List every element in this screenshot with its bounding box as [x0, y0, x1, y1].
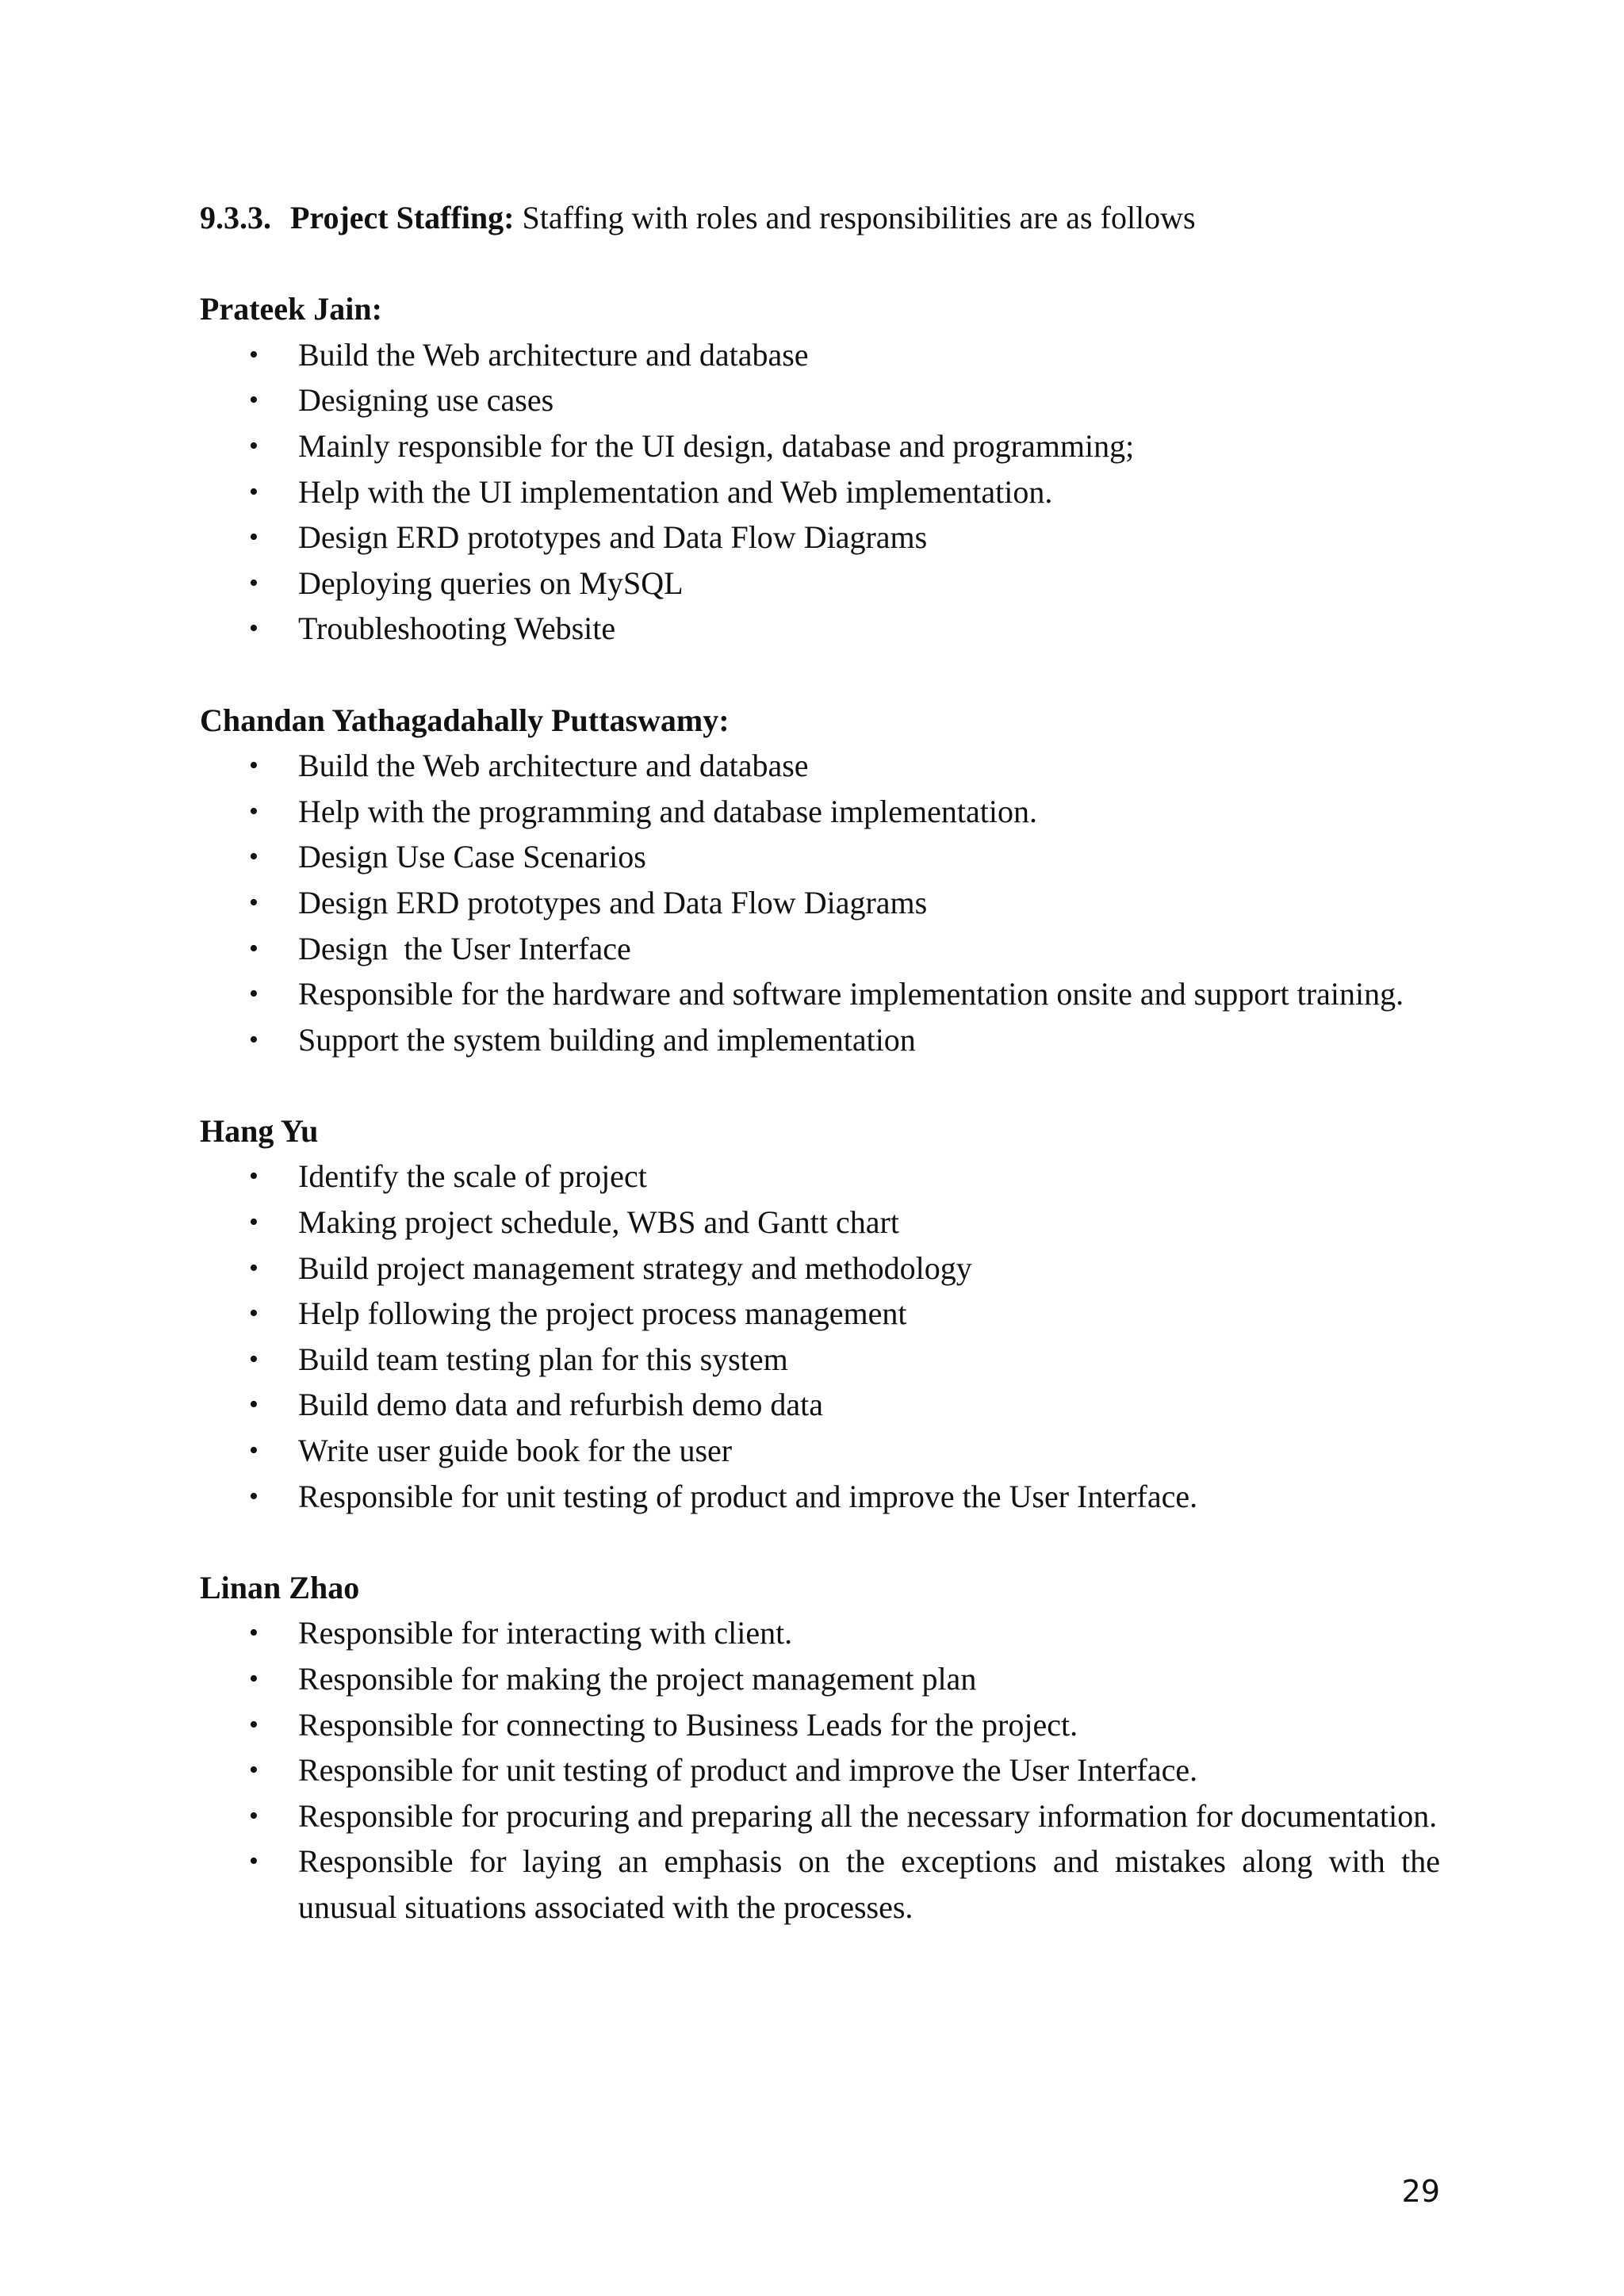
responsibility-list [200, 1154, 1440, 1519]
page-number: 29 [1401, 2174, 1440, 2209]
bullet-icon: • [249, 796, 259, 826]
list-item [200, 469, 1440, 515]
list-item [200, 1017, 1440, 1063]
list-item-text: Build project management strategy and methodology [298, 1249, 972, 1286]
list-item [200, 1702, 1440, 1748]
responsibility-list [200, 1610, 1440, 1930]
list-item [200, 1154, 1440, 1200]
bullet-icon: • [249, 1024, 259, 1054]
list-item [200, 1200, 1440, 1246]
bullet-icon: • [249, 933, 259, 963]
person-name: Chandan Yathagadahally Puttaswamy: [200, 702, 730, 738]
list-item [200, 1246, 1440, 1292]
list-item-text: Build the Web architecture and database [298, 336, 809, 373]
list-item [200, 1610, 1440, 1656]
list-item [200, 743, 1440, 789]
page-content [200, 195, 1440, 1931]
list-item-text: Design ERD prototypes and Data Flow Diagrams [298, 884, 928, 920]
bullet-icon: • [249, 751, 259, 781]
list-item [200, 971, 1440, 1017]
list-item-text: Write user guide book for the user [298, 1433, 733, 1469]
bullet-icon: • [249, 1161, 259, 1192]
list-item [200, 789, 1440, 835]
bullet-icon: • [249, 1344, 259, 1374]
bullet-icon: • [249, 1800, 259, 1831]
list-item [200, 1839, 1440, 1930]
responsibility-list [200, 332, 1440, 652]
list-item-text: Mainly responsible for the UI design, database and programming; [298, 427, 1135, 464]
section-intro: Staffing with roles and responsibilities are as follows [522, 200, 1196, 235]
list-item [200, 1337, 1440, 1383]
bullet-icon: • [249, 1664, 259, 1693]
list-item-text: Design the User Interface [298, 930, 631, 966]
list-item-text: Support the system building and implementation [298, 1021, 916, 1058]
list-item-text: Responsible for interacting with client. [298, 1615, 793, 1651]
bullet-icon: • [249, 385, 259, 415]
person-name: Hang Yu [200, 1112, 319, 1149]
bullet-icon: • [249, 887, 259, 917]
list-item [200, 880, 1440, 926]
person-block-chandan-yathagadahally-puttaswamy [200, 698, 1440, 1063]
list-item-text: Build the Web architecture and database [298, 748, 809, 784]
bullet-icon: • [249, 1207, 259, 1238]
list-item [200, 377, 1440, 423]
list-item-text: Deploying queries on MySQL [298, 564, 684, 601]
list-item [200, 834, 1440, 880]
person-block-prateek-jain [200, 286, 1440, 652]
list-item-text: Troubleshooting Website [298, 610, 616, 647]
list-item [200, 606, 1440, 652]
list-item [200, 332, 1440, 378]
list-item [200, 926, 1440, 972]
bullet-icon: • [249, 1618, 259, 1648]
bullet-icon: • [249, 1390, 259, 1420]
list-item-text: Making project schedule, WBS and Gantt chart [298, 1204, 899, 1241]
bullet-icon: • [249, 1481, 259, 1511]
bullet-icon: • [249, 979, 259, 1009]
section-title: Project Staffing: [290, 200, 515, 235]
person-block-hang-yu [200, 1108, 1440, 1519]
list-item-text: Identify the scale of project [298, 1158, 647, 1195]
list-item-text: Build demo data and refurbish demo data [298, 1387, 824, 1423]
list-item-text: Responsible for unit testing of product and improve the User Interface. [298, 1478, 1198, 1514]
list-item-text: Design ERD prototypes and Data Flow Diagrams [298, 519, 928, 556]
list-item-text: Responsible for unit testing of product and improve the User Interface. [298, 1752, 1198, 1789]
person-block-linan-zhao [200, 1565, 1440, 1931]
list-item [200, 515, 1440, 561]
list-item [200, 423, 1440, 469]
bullet-icon: • [249, 1755, 259, 1785]
list-item-text: Design Use Case Scenarios [298, 839, 646, 875]
list-item-text: Help with the programming and database implementation. [298, 793, 1037, 829]
responsibility-list [200, 743, 1440, 1062]
list-item-text: Responsible for laying an emphasis on the exceptions and mistakes along with the unusual situations associated with the processes. [298, 1843, 1440, 1925]
list-item-text: Designing use cases [298, 382, 554, 419]
list-item-text: Responsible for the hardware and software implementation onsite and support training. [298, 976, 1404, 1012]
bullet-icon: • [249, 1436, 259, 1466]
list-item [200, 1428, 1440, 1474]
list-item-text: Responsible for connecting to Business Leads for the project. [298, 1706, 1078, 1743]
list-item [200, 1474, 1440, 1520]
bullet-icon: • [249, 339, 259, 369]
list-item [200, 561, 1440, 607]
list-item-text: Responsible for making the project management plan [298, 1661, 977, 1697]
list-item-text: Build team testing plan for this system [298, 1341, 788, 1377]
bullet-icon: • [249, 842, 259, 872]
list-item-text: Responsible for procuring and preparing all the necessary information for documentation. [298, 1797, 1438, 1834]
bullet-icon: • [249, 430, 259, 461]
section-heading [200, 195, 1440, 241]
person-name: Prateek Jain: [200, 291, 382, 327]
list-item-text: Help with the UI implementation and Web implementation. [298, 473, 1053, 510]
bullet-icon: • [249, 1846, 259, 1877]
person-name: Linan Zhao [200, 1569, 360, 1605]
bullet-icon: • [249, 568, 259, 598]
bullet-icon: • [249, 614, 259, 644]
section-number: 9.3.3. [200, 200, 271, 235]
bullet-icon: • [249, 1299, 259, 1329]
bullet-icon: • [249, 522, 259, 553]
list-item [200, 1747, 1440, 1793]
list-item-text: Help following the project process management [298, 1295, 907, 1332]
bullet-icon: • [249, 476, 259, 507]
list-item [200, 1793, 1440, 1839]
list-item [200, 1656, 1440, 1702]
bullet-icon: • [249, 1253, 259, 1283]
bullet-icon: • [249, 1709, 259, 1739]
list-item [200, 1291, 1440, 1337]
list-item [200, 1382, 1440, 1428]
